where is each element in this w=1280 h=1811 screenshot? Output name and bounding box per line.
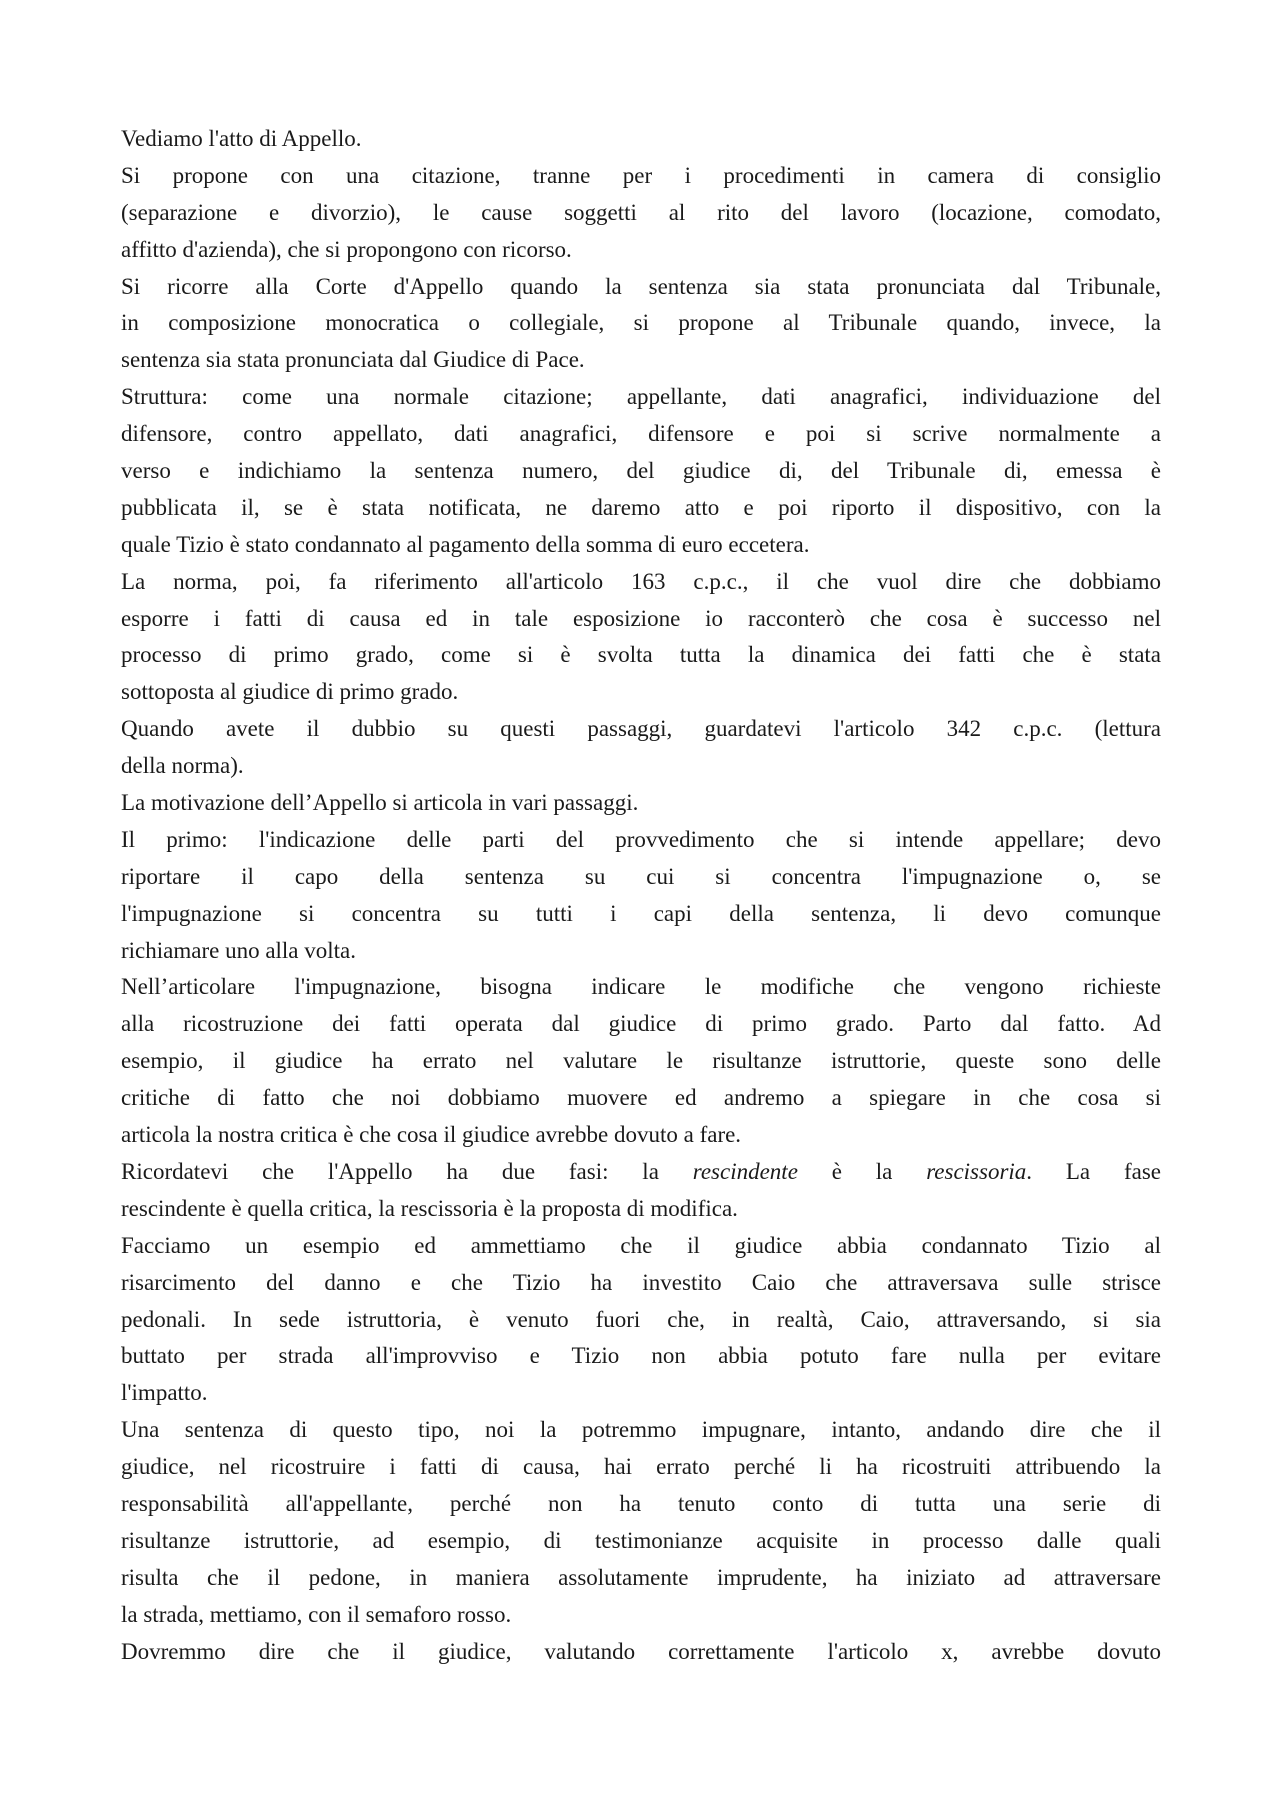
text-line: pubblicata il, se è stata notificata, ne daremo atto e poi riporto il dispositivo, con la <box>121 494 1161 520</box>
paragraph <box>121 711 1161 785</box>
term-rescissoria: rescissoria <box>926 1158 1027 1184</box>
text-line: giudice, nel ricostruire i fatti di causa, hai errato perché li ha ricostruiti attribuendo la <box>121 1454 1161 1480</box>
text-line: sentenza sia stata pronunciata dal Giudice di Pace. <box>121 347 585 373</box>
term-rescindente: rescindente <box>692 1158 798 1184</box>
text-line: verso e indichiamo la sentenza numero, del giudice di, del Tribunale di, emessa è <box>121 458 1161 484</box>
text-line: risarcimento del danno e che Tizio ha investito Caio che attraversava sulle strisce <box>121 1269 1161 1295</box>
text-line: La motivazione dell’Appello si articola in vari passaggi. <box>121 790 639 816</box>
text-line: Struttura: come una normale citazione; appellante, dati anagrafici, individuazione del <box>121 384 1161 410</box>
paragraph <box>121 269 1161 380</box>
paragraph <box>121 1412 1161 1633</box>
text-line: Quando avete il dubbio su questi passaggi, guardatevi l'articolo 342 c.p.c. (lettura <box>121 716 1161 742</box>
paragraph <box>121 1228 1161 1412</box>
text-line: alla ricostruzione dei fatti operata dal giudice di primo grado. Parto dal fatto. Ad <box>121 1011 1161 1037</box>
text-line: responsabilità all'appellante, perché non ha tenuto conto di tutta una serie di <box>121 1490 1161 1516</box>
paragraph <box>121 379 1161 563</box>
text-segment: è la <box>797 1158 927 1184</box>
paragraph <box>121 822 1161 970</box>
paragraph <box>121 158 1161 269</box>
text-line: buttato per strada all'improvviso e Tizio non abbia potuto fare nulla per evitare <box>121 1343 1161 1369</box>
text-line: Il primo: l'indicazione delle parti del provvedimento che si intende appellare; devo <box>121 826 1161 852</box>
text-line: la strada, mettiamo, con il semaforo rosso. <box>121 1601 512 1627</box>
text-line: esempio, il giudice ha errato nel valutare le risultanze istruttorie, queste sono delle <box>121 1048 1161 1074</box>
text-segment: Ricordatevi che l'Appello ha due fasi: la <box>121 1158 693 1184</box>
text-line: La norma, poi, fa riferimento all'articolo 163 c.p.c., il che vuol dire che dobbiamo <box>121 568 1161 594</box>
text-line: affitto d'azienda), che si propongono con ricorso. <box>121 236 572 262</box>
text-line: Facciamo un esempio ed ammettiamo che il giudice abbia condannato Tizio al <box>121 1232 1161 1258</box>
text-line: sottoposta al giudice di primo grado. <box>121 679 459 705</box>
text-line: difensore, contro appellato, dati anagrafici, difensore e poi si scrive normalmente a <box>121 421 1161 447</box>
text-line: pedonali. In sede istruttoria, è venuto fuori che, in realtà, Caio, attraversando, si sia <box>121 1306 1161 1332</box>
text-line: (separazione e divorzio), le cause soggetti al rito del lavoro (locazione, comodato, <box>121 199 1161 225</box>
text-line: l'impugnazione si concentra su tutti i capi della sentenza, li devo comunque <box>121 900 1161 926</box>
paragraph <box>121 969 1161 1153</box>
paragraph <box>121 564 1161 712</box>
text-line: risultanze istruttorie, ad esempio, di testimonianze acquisite in processo dalle quali <box>121 1527 1161 1553</box>
text-segment: . La fase <box>1026 1158 1161 1184</box>
text-line: Si propone con una citazione, tranne per i procedimenti in camera di consiglio <box>121 162 1161 188</box>
text-line: Si ricorre alla Corte d'Appello quando la sentenza sia stata pronunciata dal Tribunale, <box>121 273 1161 299</box>
text-line: processo di primo grado, come si è svolta tutta la dinamica dei fatti che è stata <box>121 642 1161 668</box>
paragraph-appeal-phases <box>121 1154 1161 1228</box>
text-line: Dovremmo dire che il giudice, valutando correttamente l'articolo x, avrebbe dovuto <box>121 1638 1161 1664</box>
text-line: richiamare uno alla volta. <box>121 937 357 963</box>
text-line: quale Tizio è stato condannato al pagamento della somma di euro eccetera. <box>121 531 810 557</box>
text-line <box>121 1154 1161 1191</box>
text-line: l'impatto. <box>121 1380 208 1406</box>
text-line: risulta che il pedone, in maniera assolutamente imprudente, ha iniziato ad attraversare <box>121 1564 1161 1590</box>
paragraph <box>121 785 1161 822</box>
text-line: articola la nostra critica è che cosa il giudice avrebbe dovuto a fare. <box>121 1122 742 1148</box>
text-line: Una sentenza di questo tipo, noi la potremmo impugnare, intanto, andando dire che il <box>121 1417 1161 1443</box>
text-line: esporre i fatti di causa ed in tale esposizione io racconterò che cosa è successo nel <box>121 605 1161 631</box>
paragraph <box>121 121 1161 158</box>
text-line: rescindente è quella critica, la rescissoria è la proposta di modifica. <box>121 1195 738 1221</box>
text-line: critiche di fatto che noi dobbiamo muovere ed andremo a spiegare in che cosa si <box>121 1085 1161 1111</box>
text-line: riportare il capo della sentenza su cui si concentra l'impugnazione o, se <box>121 863 1161 889</box>
text-line: in composizione monocratica o collegiale, si propone al Tribunale quando, invece, la <box>121 310 1161 336</box>
text-line: Vediamo l'atto di Appello. <box>121 126 362 151</box>
text-line: della norma). <box>121 753 244 779</box>
text-line: Nell’articolare l'impugnazione, bisogna indicare le modifiche che vengono richieste <box>121 974 1161 1000</box>
document-page <box>121 121 1161 1670</box>
